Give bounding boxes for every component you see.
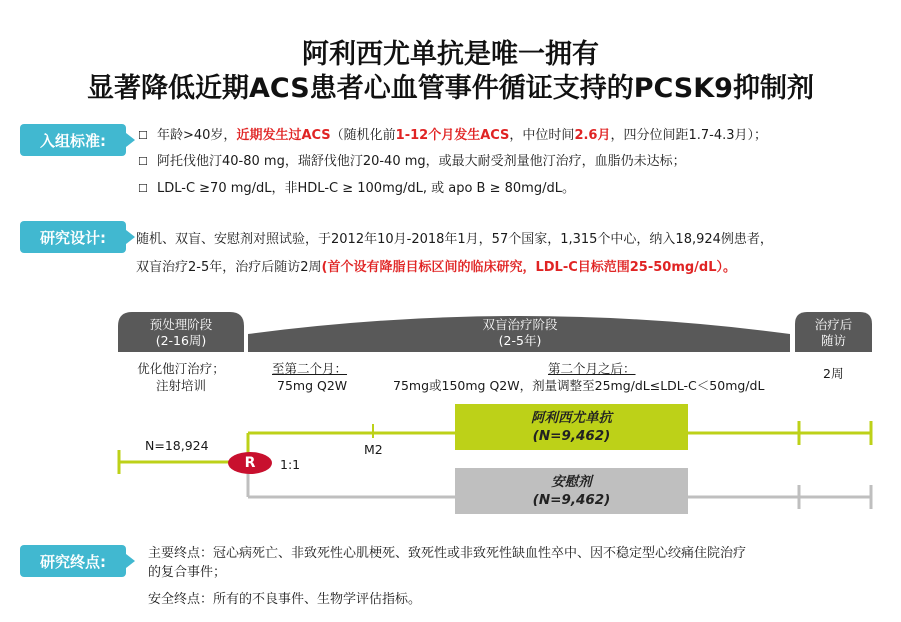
phase-post-label: 治疗后 随访 <box>814 317 853 348</box>
phase-double-blind-label: 双盲治疗阶段 (2-5年) <box>482 317 558 348</box>
randomization-label: R <box>244 455 256 471</box>
design-tag: 研究设计: <box>20 221 126 253</box>
checkbox-icon: ☐ <box>138 129 148 142</box>
inclusion-tag: 入组标准: <box>20 124 126 156</box>
inclusion-line-2: ☐ 阿托伐他汀40-80 mg，瑞舒伐他汀20-40 mg，或最大耐受剂量他汀治疗，血脂仍未达标； <box>138 154 686 169</box>
primary-endpoint-line-2: 的复合事件； <box>148 565 227 580</box>
phase-pre-label: 预处理阶段 (2-16周) <box>149 317 213 348</box>
m2-notes: 至第二个月： 75mg Q2W <box>272 361 348 393</box>
safety-endpoint-line: 安全终点：所有的不良事件、生物学评估指标。 <box>148 592 422 607</box>
after-m2-dose: 75mg或150mg Q2W，剂量调整至25mg/dL≤LDL-C＜50mg/dL <box>393 378 765 393</box>
active-arm-label: 阿利西尤单抗 (N=9,462) <box>531 410 612 444</box>
endpoints-tag: 研究终点: <box>20 545 126 577</box>
inclusion-line-3: ☐ LDL-C ≥70 mg/dL，非HDL-C ≥ 100mg/dL, 或 apo B ≥ 80mg/dL。 <box>138 181 575 196</box>
design-line-2: 双盲治疗2-5年，治疗后随访2周(首个设有降脂目标区间的临床研究，LDL-C目标范围25-50mg/dL）。 <box>136 260 737 275</box>
inclusion-line-1: ☐ 年龄>40岁，近期发生过ACS（随机化前1-12个月发生ACS，中位时间2.6月，四分位间距1.7-4.3月）； <box>138 128 768 143</box>
primary-endpoint-line-1: 主要终点：冠心病死亡、非致死性心肌梗死、致死性或非致死性缺血性卒中、因不稳定型心绞痛住院治疗 <box>148 546 747 561</box>
checkbox-icon: ☐ <box>138 182 148 195</box>
total-n-label: N=18,924 <box>145 438 209 453</box>
after-m2-title: 第二个月之后： <box>548 361 636 376</box>
pre-phase-notes: 优化他汀治疗； 注射培训 <box>137 361 225 393</box>
page-title-line1: 阿利西尤单抗是唯一拥有 <box>302 39 599 70</box>
ratio-label: 1:1 <box>280 457 301 472</box>
page-title-line2: 显著降低近期ACS患者心血管事件循证支持的PCSK9抑制剂 <box>87 73 814 104</box>
design-line-1: 随机、双盲、安慰剂对照试验，于2012年10月-2018年1月，57个国家，1,315个中心，纳入18,924例患者， <box>136 232 773 247</box>
checkbox-icon: ☐ <box>138 155 148 168</box>
m2-label: M2 <box>364 442 383 457</box>
placebo-arm-label: 安慰剂 (N=9,462) <box>532 474 611 508</box>
followup-note: 2周 <box>823 366 844 381</box>
